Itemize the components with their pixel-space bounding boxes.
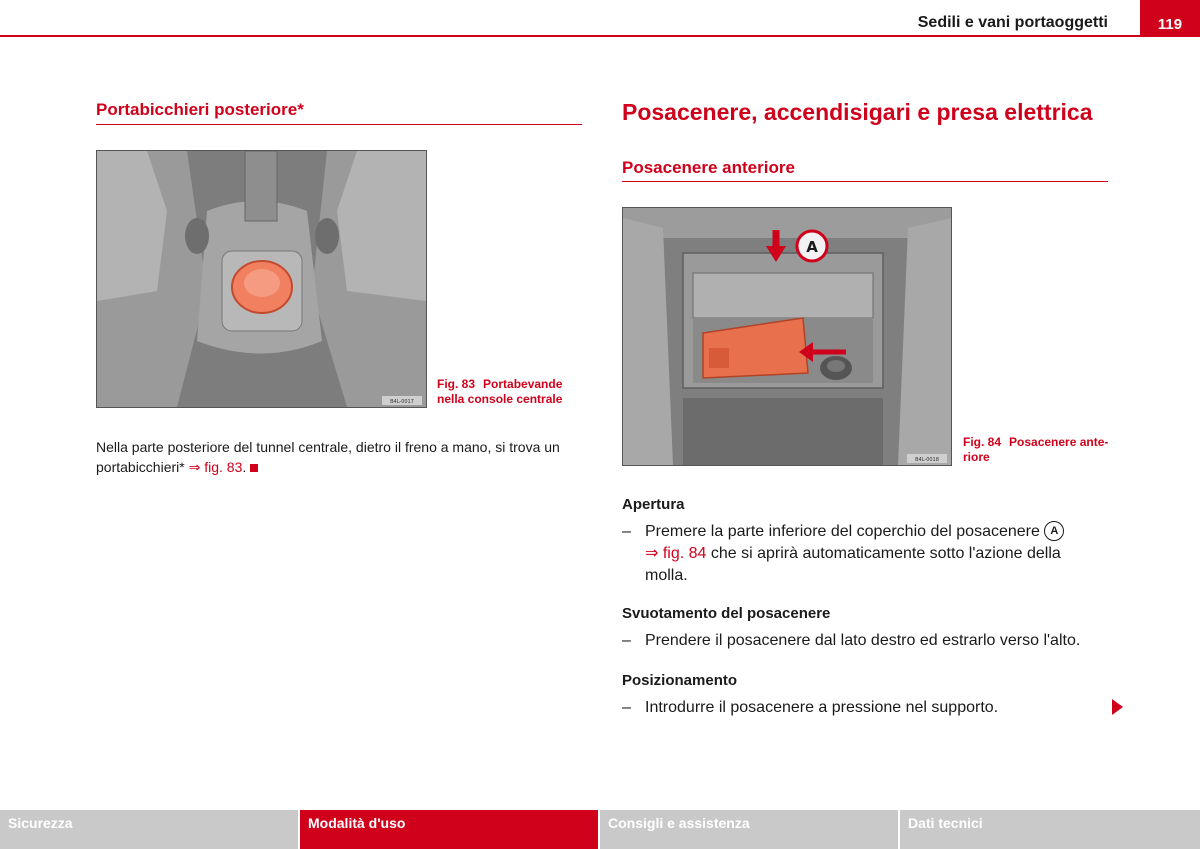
step-opening [622,521,1112,587]
section-heading-rear-cupholder: Portabicchieri posteriore* [96,100,304,119]
subheading-emptying: Svuotamento del posacenere [622,605,831,622]
tab-dati-tecnici[interactable]: Dati tecnici [900,810,1200,849]
figure-code: B4L-0017 [390,399,414,405]
step-text: che si aprirà automaticamente sotto l'azione della [706,545,1061,562]
heading-rule [622,181,1108,182]
step-text: Prendere il posacenere dal lato destro ed estrarlo verso l'alto. [645,632,1081,649]
caption-text-line2: riore [963,450,990,464]
section-heading-front-ashtray: Posacenere anteriore [622,158,795,177]
ashtray-illustration [623,208,951,465]
figure-83-link[interactable]: ⇒ fig. 83 [188,459,243,475]
cupholder-illustration [97,151,426,407]
chapter-tabs [0,810,1200,849]
step-positioning [622,697,1112,719]
caption-text-line2: nella console centrale [437,392,563,406]
tab-sicurezza[interactable]: Sicurezza [0,810,298,849]
step-dash: – [622,632,631,649]
figure-83-image [96,150,427,408]
tab-modalita-uso[interactable]: Modalità d'uso [300,810,598,849]
main-heading: Posacenere, accendisigari e presa elettrica [622,99,1093,125]
callout-a-marker: A [1044,521,1064,541]
subheading-opening: Apertura [622,496,685,513]
step-dash: – [622,523,631,540]
step-text: molla. [645,567,688,584]
figure-84-image [622,207,952,466]
caption-text: Portabevande [483,377,563,391]
subheading-positioning: Posizionamento [622,672,738,689]
page-number: 119 [1140,0,1200,37]
paragraph-text: portabicchieri* [96,459,185,475]
figure-84-caption [963,435,1108,465]
running-header-title: Sedili e vani portaoggetti [917,14,1108,31]
figure-number: Fig. 84 [963,435,1002,449]
section-end-mark [250,464,258,472]
step-emptying [622,630,1112,652]
header-rule [0,35,1200,37]
paragraph-line: Nella parte posteriore del tunnel centrale, dietro il freno a mano, si trova un [96,439,560,455]
tab-consigli-assistenza[interactable]: Consigli e assistenza [600,810,898,849]
callout-a-label: A [806,238,818,256]
figure-code: B4L-0018 [915,457,939,463]
caption-text: Posacenere ante- [1009,435,1109,449]
step-text: Introdurre il posacenere a pressione nel supporto. [645,699,999,716]
rear-cupholder-paragraph [96,437,586,477]
figure-84-link[interactable]: ⇒ fig. 84 [645,545,707,562]
figure-number: Fig. 83 [437,377,476,391]
continue-arrow-icon[interactable] [1112,699,1123,715]
step-text: Premere la parte inferiore del coperchio del posacenere [645,523,1040,540]
figure-83-caption [437,377,562,407]
paragraph-period: . [242,459,247,475]
step-dash: – [622,699,631,716]
heading-rule [96,124,582,125]
